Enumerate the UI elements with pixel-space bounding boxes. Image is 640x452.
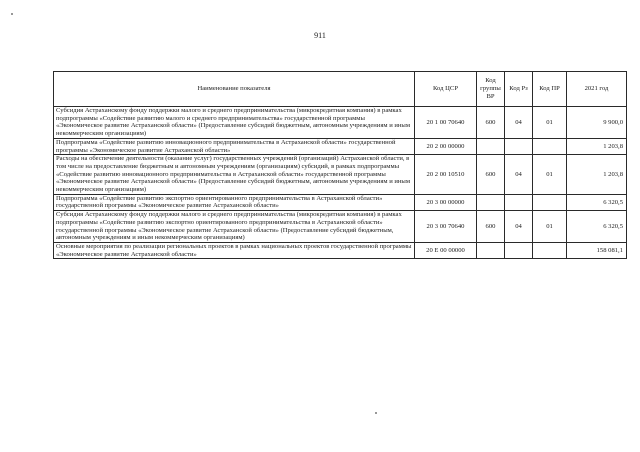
row-name: Расходы на обеспечение деятельности (оказание услуг) государственных учреждений (организаций) Астраханской области, в том числе на предоставление бюджетным и автономным учреждениям (организациям) субсидий, в рамках подпрограммы «Содействие развитию инновационного предпринимательства в Астраханской области» государственной программы «Экономическое развитие Астраханской области» (Предоставление субсидий бюджетным, автономным учреждениям и иным некоммерческим организациям) (54, 155, 415, 195)
row-rz: 04 (505, 155, 533, 195)
row-name: Подпрограмма «Содействие развитию экспортно ориентированного предпринимательства в Астраханской области» государственной программы «Экономическое развитие Астраханской области» (54, 194, 415, 210)
table-row (54, 242, 627, 258)
row-amount: 1 203,8 (567, 155, 627, 195)
row-amount: 6 320,5 (567, 194, 627, 210)
row-amount: 1 203,8 (567, 138, 627, 154)
table-row (54, 194, 627, 210)
row-vr: 600 (477, 155, 505, 195)
header-vr: Код группы ВР (477, 72, 505, 107)
scan-speck (375, 412, 377, 414)
row-vr (477, 138, 505, 154)
table-row (54, 155, 627, 195)
row-csr: 20 3 00 00000 (415, 194, 477, 210)
row-pr (533, 194, 567, 210)
row-name: Подпрограмма «Содействие развитию инновационного предпринимательства в Астраханской области» государственной программы «Экономическое развитие Астраханской области» (54, 138, 415, 154)
header-name: Наименование показателя (54, 72, 415, 107)
row-amount: 158 081,1 (567, 242, 627, 258)
row-pr: 01 (533, 107, 567, 139)
row-csr: 20 Е 00 00000 (415, 242, 477, 258)
table-row (54, 107, 627, 139)
row-rz (505, 194, 533, 210)
row-rz: 04 (505, 107, 533, 139)
scan-speck (11, 13, 13, 15)
row-rz (505, 242, 533, 258)
header-rz: Код Рз (505, 72, 533, 107)
row-name: Субсидия Астраханскому фонду поддержки малого и среднего предпринимательства (микрокредитная компания) в рамках подпрограммы «Содействие развитию малого и среднего предпринимательства» государственной программы «Экономическое развитие Астраханской области» (Предоставление субсидий бюджетным, автономным учреждениям и иным некоммерческим организациям) (54, 107, 415, 139)
row-pr: 01 (533, 155, 567, 195)
row-name: Субсидия Астраханскому фонду поддержки малого и среднего предпринимательства (микрокредитная компания) в рамках подпрограммы «Содействие развитию экспортно ориентированного предпринимательства в Астраханской области» государственной программы «Экономическое развитие Астраханской области» (Предоставление субсидий бюджетным, автономным учреждениям и иным некоммерческим организациям) (54, 211, 415, 243)
table-row (54, 211, 627, 243)
row-vr: 600 (477, 107, 505, 139)
row-csr: 20 2 00 00000 (415, 138, 477, 154)
row-pr (533, 242, 567, 258)
row-vr (477, 242, 505, 258)
row-rz: 04 (505, 211, 533, 243)
row-csr: 20 1 00 70640 (415, 107, 477, 139)
row-vr: 600 (477, 211, 505, 243)
table-header-row (54, 72, 627, 107)
header-pr: Код ПР (533, 72, 567, 107)
page-number: 911 (314, 31, 326, 40)
budget-table (53, 71, 627, 259)
row-rz (505, 138, 533, 154)
header-csr: Код ЦСР (415, 72, 477, 107)
row-csr: 20 3 00 70640 (415, 211, 477, 243)
row-csr: 20 2 00 10510 (415, 155, 477, 195)
row-pr: 01 (533, 211, 567, 243)
row-amount: 6 320,5 (567, 211, 627, 243)
table-row (54, 138, 627, 154)
row-pr (533, 138, 567, 154)
row-amount: 9 900,0 (567, 107, 627, 139)
row-name: Основные мероприятия по реализации региональных проектов в рамках национальных проектов государственной программы «Экономическое развитие Астраханской области» (54, 242, 415, 258)
header-year: 2021 год (567, 72, 627, 107)
row-vr (477, 194, 505, 210)
